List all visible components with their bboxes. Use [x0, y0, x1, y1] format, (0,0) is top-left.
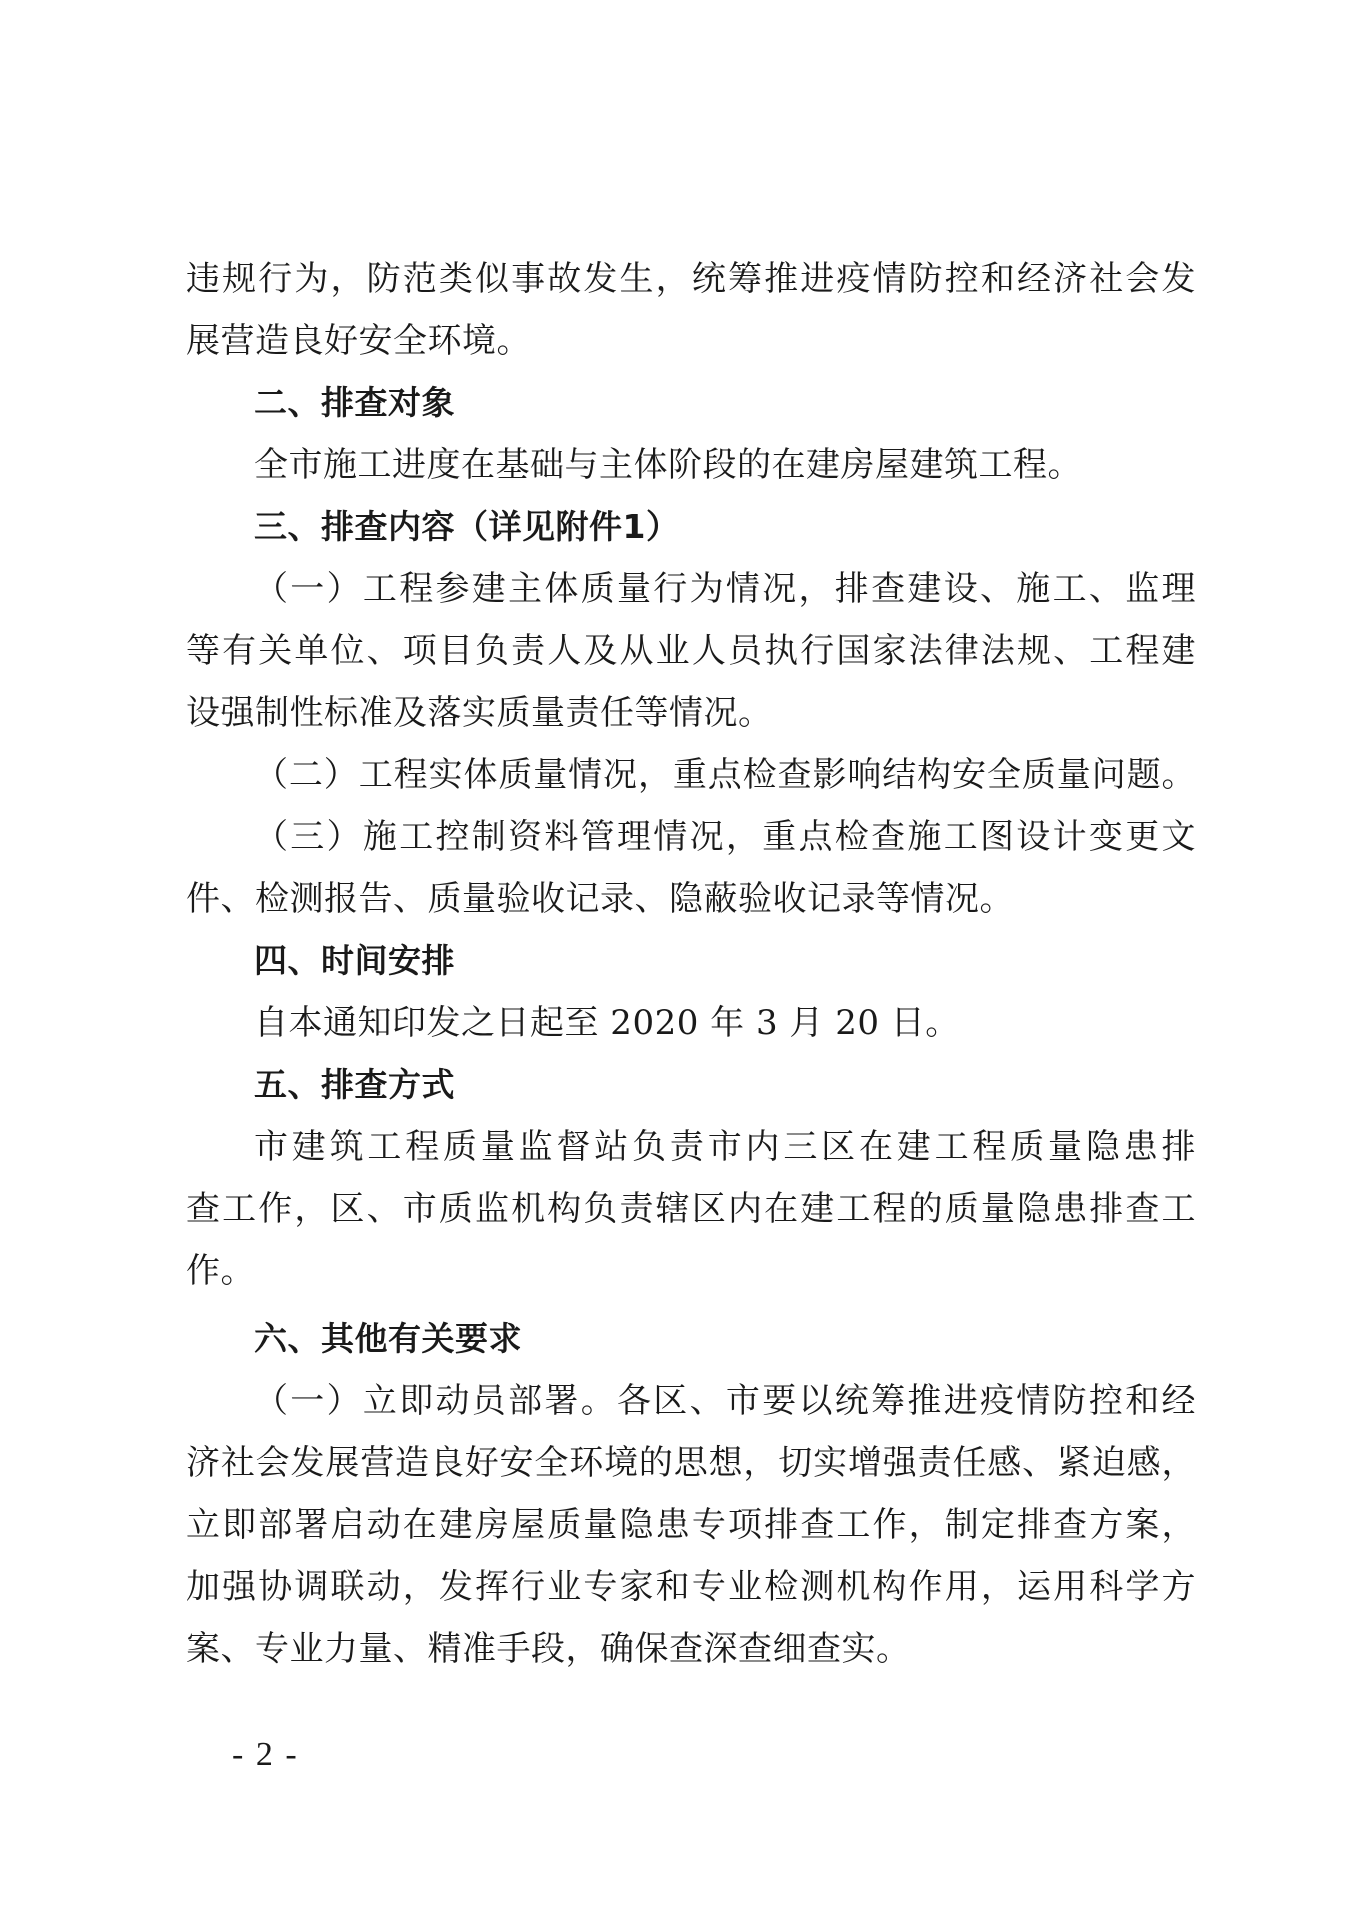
section-heading: 五、排查方式	[254, 1065, 455, 1104]
section-heading: 二、排查对象	[254, 383, 455, 422]
body-line: （二）工程实体质量情况，重点检查影响结构安全质量问题。	[254, 755, 1196, 795]
body-line: 展营造良好安全环境。	[186, 321, 531, 361]
body-line: 济社会发展营造良好安全环境的思想，切实增强责任感、紧迫感，	[186, 1443, 1196, 1483]
body-line: 违规行为，防范类似事故发生，统筹推进疫情防控和经济社会发	[186, 259, 1196, 299]
body-line: 作。	[186, 1251, 255, 1291]
body-line: （一）工程参建主体质量行为情况，排查建设、施工、监理	[254, 569, 1196, 609]
body-line: 全市施工进度在基础与主体阶段的在建房屋建筑工程。	[254, 445, 1082, 485]
body-line: 市建筑工程质量监督站负责市内三区在建工程质量隐患排	[254, 1127, 1196, 1167]
section-heading: 三、排查内容（详见附件1）	[254, 507, 680, 546]
body-line: 自本通知印发之日起至 2020 年 3 月 20 日。	[254, 1003, 960, 1043]
body-line: 加强协调联动，发挥行业专家和专业检测机构作用，运用科学方	[186, 1567, 1196, 1607]
body-line: 设强制性标准及落实质量责任等情况。	[186, 693, 773, 733]
body-line: 查工作，区、市质监机构负责辖区内在建工程的质量隐患排查工	[186, 1189, 1196, 1229]
body-line: 件、检测报告、质量验收记录、隐蔽验收记录等情况。	[186, 879, 1014, 919]
document-body	[186, 248, 1196, 1680]
body-line: 案、专业力量、精准手段，确保查深查细查实。	[186, 1629, 911, 1669]
body-line: （一）立即动员部署。各区、市要以统筹推进疫情防控和经	[254, 1381, 1196, 1421]
section-heading: 四、时间安排	[254, 941, 455, 980]
body-line: （三）施工控制资料管理情况，重点检查施工图设计变更文	[254, 817, 1196, 857]
body-line: 等有关单位、项目负责人及从业人员执行国家法律法规、工程建	[186, 631, 1196, 671]
section-heading: 六、其他有关要求	[254, 1319, 522, 1358]
page-number: - 2 -	[232, 1736, 299, 1773]
body-line: 立即部署启动在建房屋质量隐患专项排查工作，制定排查方案，	[186, 1505, 1196, 1545]
